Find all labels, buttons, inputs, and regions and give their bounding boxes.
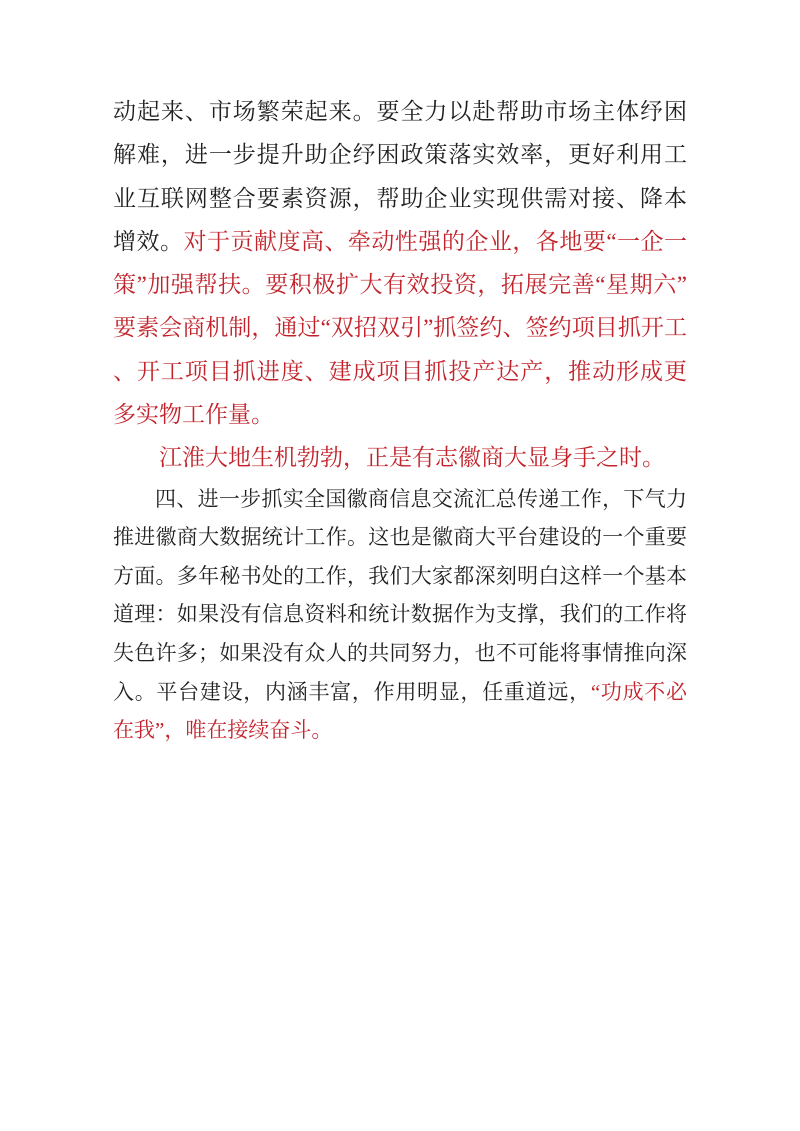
- paragraph-continuation-black-text: 动起来、市场繁荣起来。要全力以赴帮助市场主体纾困解难，进一步提升助企纾困政策落实效率，更好利用工业互联网整合要素资源，帮助企业实现供需对接、降本增效。: [113, 99, 687, 254]
- paragraph-jianghuai-red-text: 江淮大地生机勃勃，正是有志徽商大显身手之时。: [159, 445, 665, 471]
- document-body: [113, 90, 687, 750]
- paragraph-section-four-black-text: 四、进一步抓实全国徽商信息交流汇总传递工作，下气力推进徽商大数据统计工作。这也是徽商大平台建设的一个重要方面。多年秘书处的工作，我们大家都深刻明白这样一个基本道理：如果没有信息资料和统计数据作为支撑，我们的工作将失色许多；如果没有众人的共同努力，也不可能将事情推向深入。平台建设，内涵丰富，作用明显，任重道远，: [113, 486, 687, 704]
- paragraph-continuation: [113, 90, 687, 436]
- paragraph-section-four-red-text: “功成不必在我”，唯在接续奋斗。: [113, 679, 688, 743]
- paragraph-section-four: [113, 480, 687, 750]
- paragraph-continuation-red-text: 对于贡献度高、牵动性强的企业，各地要“一企一策”加强帮扶。要积极扩大有效投资，拓展完善“星期六”要素会商机制，通过“双招双引”抓签约、签约项目抓开工、开工项目抓进度、建成项目抓投产达产，推动形成更多实物工作量。: [113, 228, 688, 428]
- paragraph-jianghuai: [113, 436, 687, 479]
